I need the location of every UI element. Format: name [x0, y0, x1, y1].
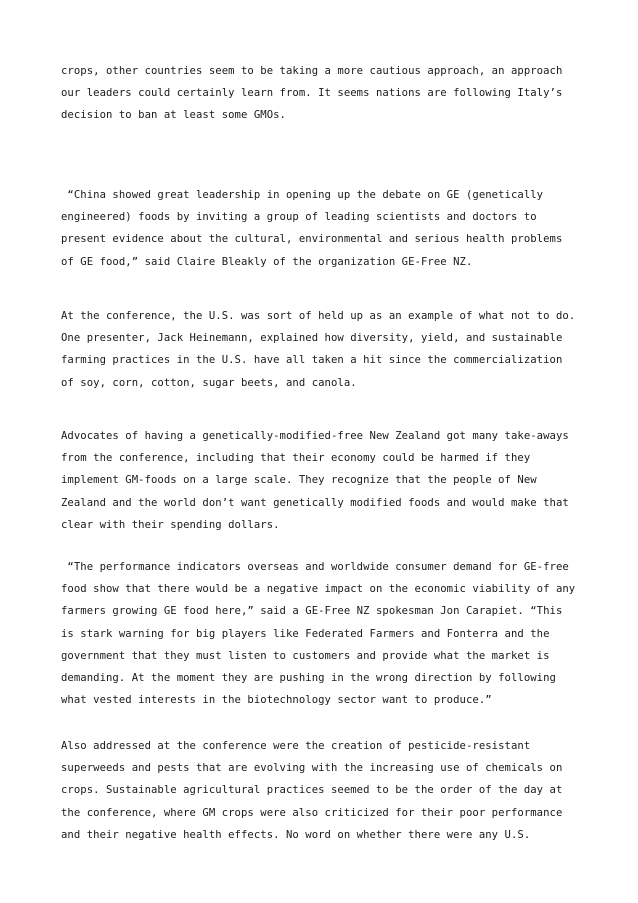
text-line: farmers growing GE food here,” said a GE-Free NZ spokesman Jon Carapiet. “This [61, 605, 563, 618]
text-line: farming practices in the U.S. have all taken a hit since the commercialization [61, 354, 563, 367]
text-line: crops, other countries seem to be taking a more cautious approach, an approach [61, 65, 563, 77]
text-line: “China showed great leadership in opening up the debate on GE (genetically [61, 189, 544, 201]
text-line: At the conference, the U.S. was sort of held up as an example of what not to do. [61, 310, 576, 322]
text-line: superweeds and pests that are evolving with the increasing use of chemicals on [61, 762, 563, 775]
text-line: government that they must listen to customers and provide what the market is [61, 649, 550, 662]
text-line: of GE food,” said Claire Bleakly of the organization GE-Free NZ. [61, 255, 473, 268]
paragraph-gmo-caution [61, 60, 621, 127]
text-line: demanding. At the moment they are pushing in the wrong direction by following [61, 672, 556, 685]
paragraph-new-zealand-advocates [61, 425, 621, 536]
text-line: implement GM-foods on a large scale. They recognize that the people of New [61, 474, 537, 487]
text-line: food show that there would be a negative impact on the economic viability of any [61, 583, 576, 596]
text-line: of soy, corn, cotton, sugar beets, and canola. [61, 376, 357, 389]
text-line: One presenter, Jack Heinemann, explained how diversity, yield, and sustainable [61, 332, 563, 345]
text-line: is stark warning for big players like Federated Farmers and Fonterra and the [61, 627, 550, 640]
text-line: from the conference, including that their economy could be harmed if they [61, 452, 531, 465]
text-line: clear with their spending dollars. [61, 518, 280, 531]
text-line: engineered) foods by inviting a group of leading scientists and doctors to [61, 211, 537, 224]
text-line: present evidence about the cultural, environmental and serious health problems [61, 233, 563, 246]
paragraph-spokesman-quote [61, 556, 621, 711]
text-line: and their negative health effects. No word on whether there were any U.S. [61, 828, 531, 841]
paragraph-superweeds [61, 735, 621, 846]
text-line: the conference, where GM crops were also criticized for their poor performance [61, 806, 563, 819]
paragraph-us-example [61, 305, 621, 394]
text-line: Advocates of having a genetically-modified-free New Zealand got many take-aways [61, 430, 569, 442]
paragraph-china-quote [61, 184, 621, 273]
text-line: Zealand and the world don’t want genetically modified foods and would make that [61, 496, 569, 509]
text-line: Also addressed at the conference were the creation of pesticide-resistant [61, 740, 531, 752]
text-line: what vested interests in the biotechnology sector want to produce.” [61, 694, 492, 707]
text-line: crops. Sustainable agricultural practices seemed to be the order of the day at [61, 784, 563, 797]
text-line: our leaders could certainly learn from. It seems nations are following Italy’s [61, 87, 563, 100]
text-line: decision to ban at least some GMOs. [61, 109, 286, 122]
text-line: “The performance indicators overseas and worldwide consumer demand for GE-free [61, 561, 569, 573]
